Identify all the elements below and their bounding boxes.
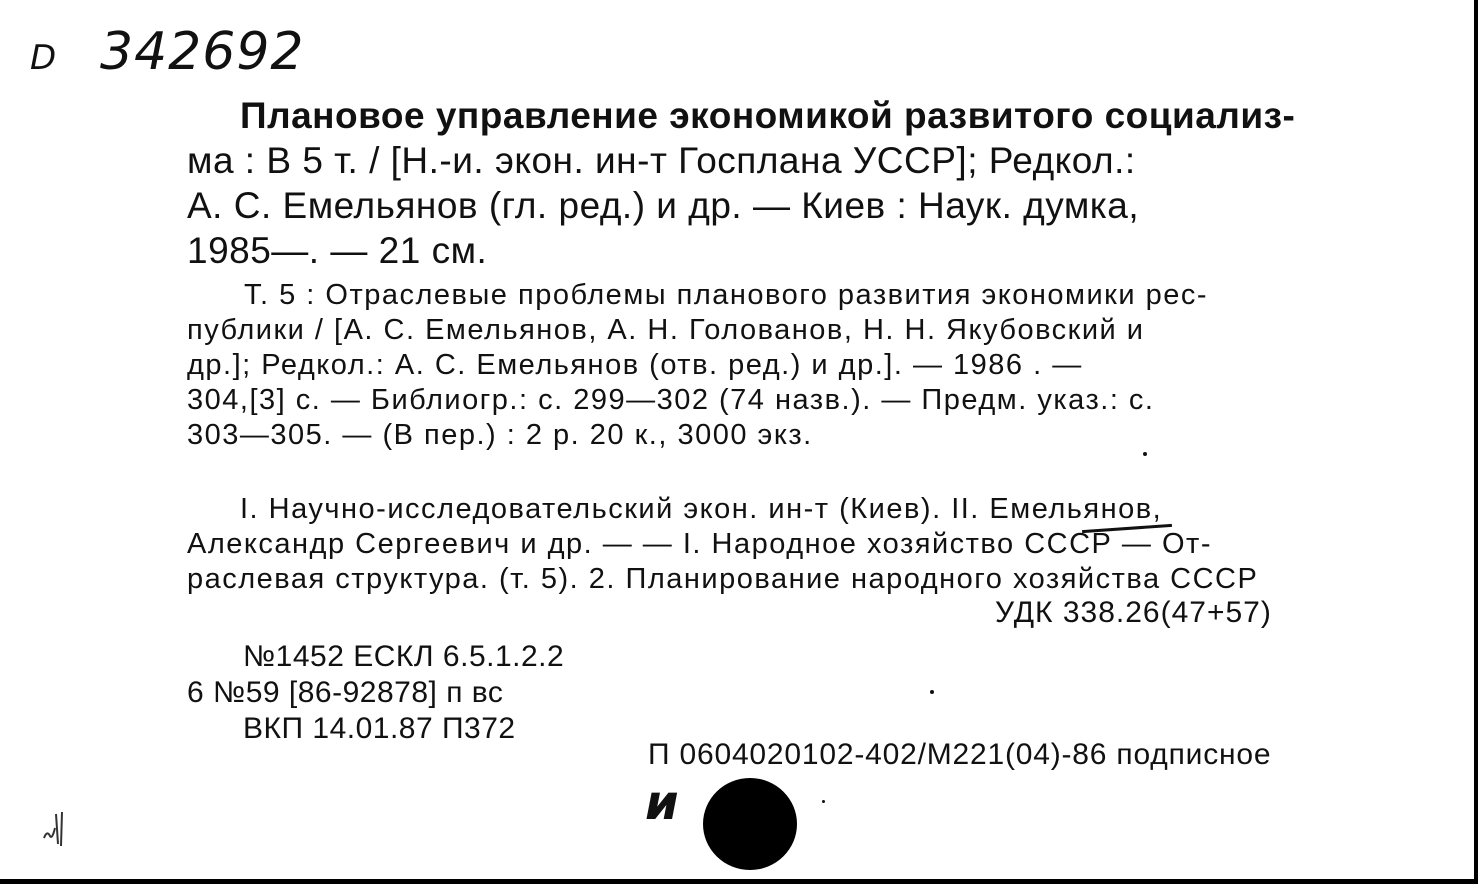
tracing-line: Александр Сергеевич и др. — — I. Народное хозяйство СССР — От- bbox=[187, 528, 1212, 560]
volume-line: др.]; Редкол.: А. С. Емельянов (отв. ред.) и др.]. — 1986 . — bbox=[187, 349, 1083, 381]
price-code: П 0604020102-402/М221(04)-86 подписное bbox=[648, 738, 1272, 771]
punch-hole bbox=[703, 778, 797, 870]
margin-scribble-icon bbox=[38, 808, 72, 848]
inventory-prefix: D bbox=[30, 38, 58, 78]
volume-line: 303—305. — (В пер.) : 2 р. 20 к., 3000 экз. bbox=[187, 419, 813, 451]
udc-code: УДК 338.26(47+57) bbox=[995, 596, 1272, 629]
tracing-line: раслевая структура. (т. 5). 2. Планирование народного хозяйства СССР bbox=[187, 563, 1259, 595]
stray-dot bbox=[1143, 452, 1147, 456]
inventory-number: 342692 bbox=[100, 22, 305, 82]
catalog-line: 6 №59 [86-92878] п вс bbox=[187, 676, 504, 709]
title-line: Плановое управление экономикой развитого социализ- bbox=[240, 95, 1296, 136]
handwritten-mark: и bbox=[645, 775, 680, 831]
stray-dot bbox=[930, 690, 934, 694]
catalog-line: ВКП 14.01.87 П372 bbox=[243, 712, 516, 745]
stray-dot bbox=[822, 800, 825, 803]
title-line: ма : В 5 т. / [Н.-и. экон. ин-т Госплана УССР]; Редкол.: bbox=[187, 140, 1136, 181]
volume-line: публики / [А. С. Емельянов, А. Н. Голованов, Н. Н. Якубовский и bbox=[187, 314, 1145, 346]
volume-line: Т. 5 : Отраслевые проблемы планового развития экономики рес- bbox=[244, 279, 1209, 311]
title-line: А. С. Емельянов (гл. ред.) и др. — Киев : Наук. думка, bbox=[187, 185, 1140, 226]
tracing-line: I. Научно-исследовательский экон. ин-т (Киев). II. Емельянов, bbox=[240, 493, 1163, 525]
title-line: 1985—. — 21 см. bbox=[187, 230, 488, 271]
volume-line: 304,[3] с. — Библиогр.: с. 299—302 (74 назв.). — Предм. указ.: с. bbox=[187, 384, 1155, 416]
catalog-line: №1452 ЕСКЛ 6.5.1.2.2 bbox=[243, 640, 565, 673]
